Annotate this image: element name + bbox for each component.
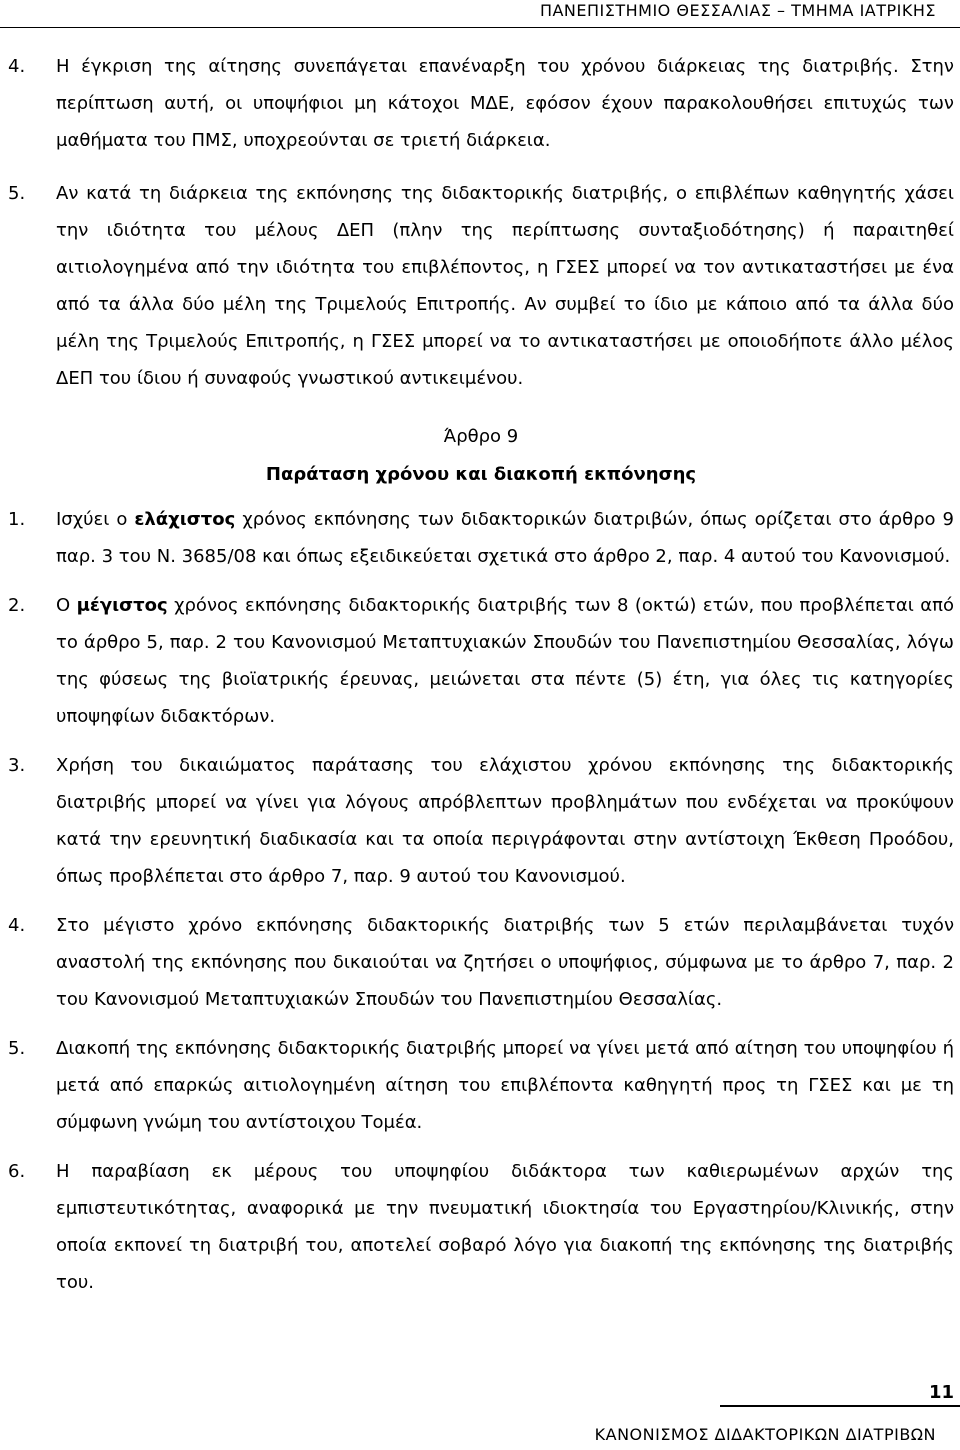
- item-text-bold: ελάχιστος: [134, 509, 236, 530]
- item-text: Η παραβίαση εκ μέρους του υποψηφίου διδάκτορα των καθιερωμένων αρχών της εμπιστευτικότητας, αναφορικά με την πνευματική ιδιοκτησία του Εργαστηρίου/Κλινικής, στην οποία εκπονεί τη διατριβή του, αποτελεί σοβαρό λόγο για διακοπή της εκπόνησης της διατριβής του.: [56, 1161, 954, 1293]
- list-item: [8, 48, 954, 159]
- item-number: 4.: [8, 56, 26, 77]
- item-text-before: Ισχύει ο: [56, 509, 135, 530]
- item-number: 4.: [8, 915, 26, 936]
- list-item: [8, 501, 954, 575]
- item-text-after: χρόνος εκπόνησης των διδακτορικών διατριβών, όπως ορίζεται στο άρθρο 9 παρ. 3 του Ν. 3685/08 και όπως εξειδικεύεται σχετικά στο άρθρο 2, παρ. 4 αυτού του Κανονισμού.: [56, 509, 954, 567]
- list-item: [8, 907, 954, 1018]
- item-text: Στο μέγιστο χρόνο εκπόνησης διδακτορικής διατριβής των 5 ετών περιλαμβάνεται τυχόν αναστολή της εκπόνησης που δικαιούται να ζητήσει ο υποψήφιος, σύμφωνα με το άρθρο 7, παρ. 2 του Κανονισμού Μεταπτυχιακών Σπουδών του Πανεπιστημίου Θεσσαλίας.: [56, 915, 954, 1010]
- list-item: [8, 587, 954, 735]
- item-text-after: χρόνος εκπόνησης διδακτορικής διατριβής των 8 (οκτώ) ετών, που προβλέπεται από το άρθρο 5, παρ. 2 του Κανονισμού Μεταπτυχιακών Σπουδών του Πανεπιστημίου Θεσσαλίας, λόγω της φύσεως της βιοϊατρικής έρευνας, μειώνεται στα πέντε (5) έτη, για όλες τις κατηγορίες υποψηφίων διδακτόρων.: [56, 595, 954, 727]
- page-number: 11: [928, 1382, 954, 1403]
- item-number: 1.: [8, 509, 26, 530]
- list-item: [8, 175, 954, 397]
- footer-rule: [720, 1405, 960, 1407]
- item-text: Αν κατά τη διάρκεια της εκπόνησης της διδακτορικής διατριβής, ο επιβλέπων καθηγητής χάσει την ιδιότητα του μέλους ΔΕΠ (πλην της περίπτωσης συνταξιοδότησης) ή παραιτηθεί αιτιολογημένα από την ιδιότητα του επιβλέποντος, η ΓΣΕΣ μπορεί να τον αντικαταστήσει με ένα από τα άλλα δύο μέλη της Τριμελούς Επιτροπής. Αν συμβεί το ίδιο με κάποιο από τα άλλα δύο μέλη της Τριμελούς Επιτροπής, η ΓΣΕΣ μπορεί να το αντικαταστήσει με οποιοδήποτε άλλο μέλος ΔΕΠ του ίδιου ή συναφούς γνωστικού αντικειμένου.: [56, 183, 954, 389]
- item-number: 6.: [8, 1161, 26, 1182]
- header-rule: [0, 27, 960, 28]
- item-number: 2.: [8, 595, 26, 616]
- list-item: [8, 1153, 954, 1301]
- item-number: 3.: [8, 755, 26, 776]
- list-item: [8, 1030, 954, 1141]
- list-item: [8, 747, 954, 895]
- page-body: [8, 48, 954, 1301]
- item-text-before: Ο: [56, 595, 77, 616]
- item-number: 5.: [8, 1038, 26, 1059]
- running-header: ΠΑΝΕΠΙΣΤΗΜΙΟ ΘΕΣΣΑΛΙΑΣ – ΤΜΗΜΑ ΙΑΤΡΙΚΗΣ: [539, 1, 936, 20]
- item-text-bold: μέγιστος: [76, 595, 168, 616]
- article-heading: Άρθρο 9: [443, 426, 519, 447]
- article-title: Παράταση χρόνου και διακοπή εκπόνησης: [265, 464, 697, 485]
- item-text: Χρήση του δικαιώματος παράτασης του ελάχιστου χρόνου εκπόνησης της διδακτορικής διατριβής μπορεί να γίνει για λόγους απρόβλεπτων προβλημάτων που ενδέχεται να προκύψουν κατά την ερευνητική διαδικασία και τα οποία περιγράφονται στην αντίστοιχη Έκθεση Προόδου, όπως προβλέπεται στο άρθρο 7, παρ. 9 αυτού του Κανονισμού.: [56, 755, 954, 887]
- item-number: 5.: [8, 183, 26, 204]
- running-footer: ΚΑΝΟΝΙΣΜΟΣ ΔΙΔΑΚΤΟΡΙΚΩΝ ΔΙΑΤΡΙΒΩΝ: [594, 1425, 936, 1444]
- item-text: Διακοπή της εκπόνησης διδακτορικής διατριβής μπορεί να γίνει μετά από αίτηση του υποψηφίου ή μετά από επαρκώς αιτιολογημένη αίτηση του επιβλέποντα καθηγητή προς τη ΓΣΕΣ και με τη σύμφωνη γνώμη του αντίστοιχου Τομέα.: [56, 1038, 954, 1133]
- item-text: Η έγκριση της αίτησης συνεπάγεται επανέναρξη του χρόνου διάρκειας της διατριβής. Στην περίπτωση αυτή, οι υποψήφιοι μη κάτοχοι ΜΔΕ, εφόσον έχουν παρακολουθήσει επιτυχώς των μαθήματα του ΠΜΣ, υποχρεούνται σε τριετή διάρκεια.: [56, 56, 954, 151]
